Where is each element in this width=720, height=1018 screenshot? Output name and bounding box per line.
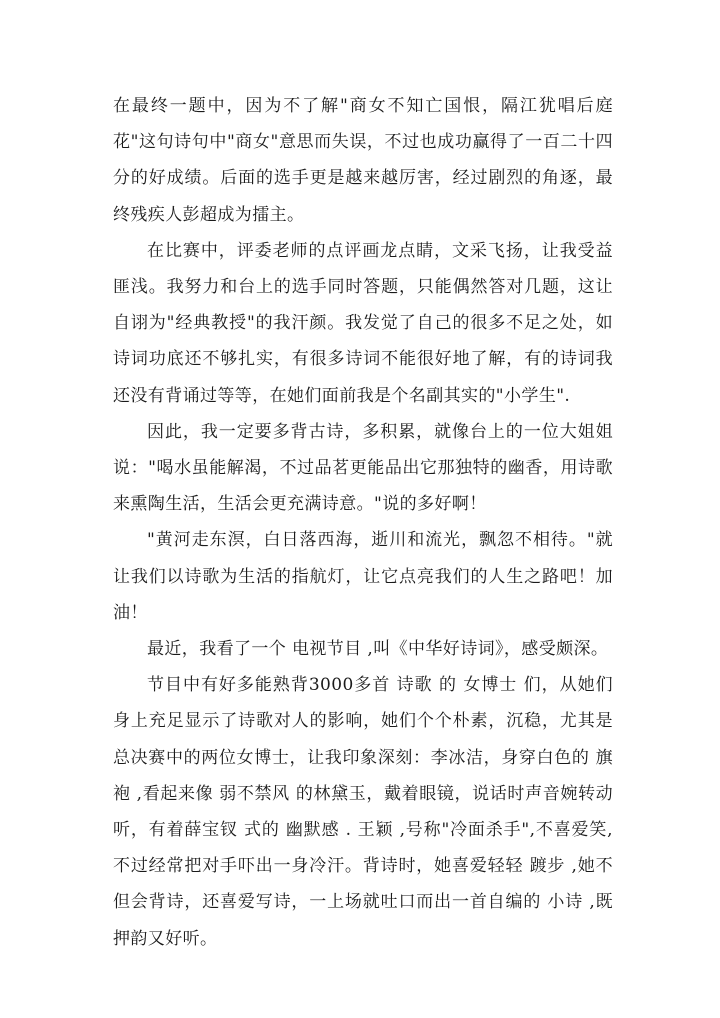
paragraph-6: 节目中有好多能熟背3000多首 诗歌 的 女博士 们，从她们身上充足显示了诗歌对人的影响，她们个个朴素，沉稳，尤其是总决赛中的两位女博士，让我印象深刻：李冰洁，身穿白色的 旗袍 ,看起来像 弱不禁风 的林黛玉，戴着眼镜，说话时声音婉转动听，有着薛宝钗 式的 幽默感 . 王颖 ,号称"冷面杀手",不喜爱笑,不过经常把对手吓出一身冷汗。背诗时，她喜爱轻轻 踱步 ,她不但会背诗，还喜爱写诗，一上场就吐口而出一首自编的 小诗 ,既押韵又好听。 xyxy=(113,675,613,949)
paragraph-5: 最近，我看了一个 电视节目 ,叫《中华好诗词》，感受颇深。 xyxy=(147,639,609,660)
paragraph-1: 在最终一题中，因为不了解"商女不知亡国恨，隔江犹唱后庭花"这句诗句中"商女"意思而失误，不过也成功赢得了一百二十四分的好成绩。后面的选手更是越来越厉害，经过剧烈的角逐，最终残疾人彭超成为擂主。 xyxy=(113,96,613,225)
paragraph-3: 因此，我一定要多背古诗，多积累，就像台上的一位大姐姐说："喝水虽能解渴，不过品茗更能品出它那独特的幽香，用诗歌来熏陶生活，生活会更充满诗意。"说的多好啊！ xyxy=(113,421,613,515)
paragraph-4: "黄河走东溟，白日落西海，逝川和流光，飘忽不相待。"就让我们以诗歌为生活的指航灯，让它点亮我们的人生之路吧！加油！ xyxy=(113,530,613,623)
article-body xyxy=(113,88,613,957)
paragraph-2: 在比赛中，评委老师的点评画龙点睛，文采飞扬，让我受益匪浅。我努力和台上的选手同时答题，只能偶然答对几题，这让自诩为"经典教授"的我汗颜。我发觉了自己的很多不足之处，如诗词功底还不够扎实，有很多诗词不能很好地了解，有的诗词我还没有背诵过等等，在她们面前我是个名副其实的"小学生". xyxy=(113,240,613,406)
